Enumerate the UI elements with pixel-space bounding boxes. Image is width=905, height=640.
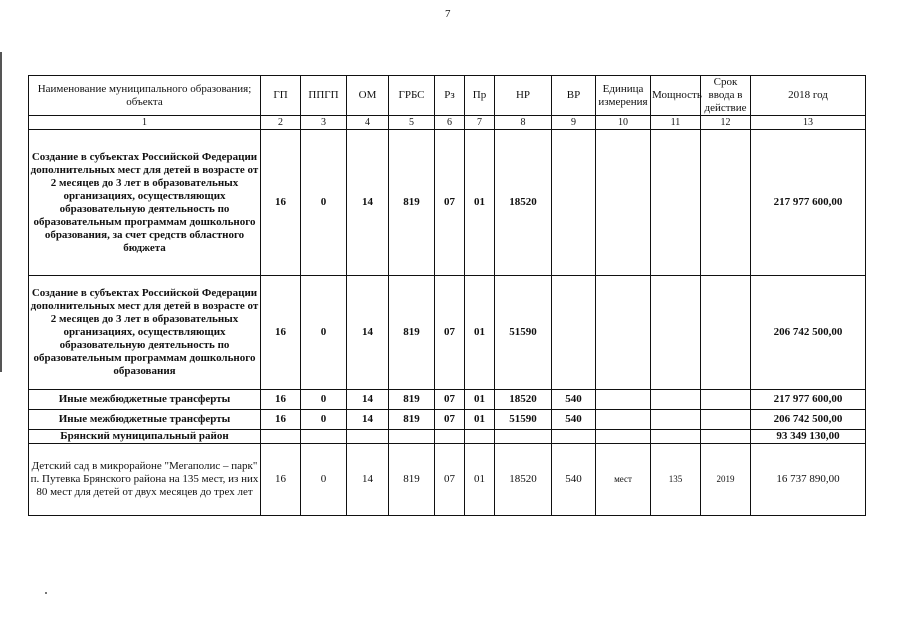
row-name: Иные межбюджетные трансферты xyxy=(29,410,261,430)
cell-capacity xyxy=(651,410,701,430)
cell-term: 2019 xyxy=(701,444,751,516)
cell-unit xyxy=(596,130,651,276)
page-number: 7 xyxy=(445,8,451,20)
header-om: ОМ xyxy=(347,76,389,116)
cell-nr: 18520 xyxy=(495,130,552,276)
cell-term xyxy=(701,410,751,430)
column-number: 5 xyxy=(389,116,435,130)
cell-om: 14 xyxy=(347,410,389,430)
cell-grbs: 819 xyxy=(389,130,435,276)
table-header-row xyxy=(29,76,866,116)
table-row xyxy=(29,410,866,430)
cell-vr xyxy=(552,430,596,444)
column-number: 8 xyxy=(495,116,552,130)
column-number: 13 xyxy=(751,116,866,130)
column-number: 12 xyxy=(701,116,751,130)
cell-om: 14 xyxy=(347,444,389,516)
cell-unit xyxy=(596,390,651,410)
cell-grbs: 819 xyxy=(389,390,435,410)
cell-ppgp: 0 xyxy=(301,130,347,276)
cell-vr: 540 xyxy=(552,390,596,410)
table-row xyxy=(29,444,866,516)
cell-pr: 01 xyxy=(465,444,495,516)
district-row xyxy=(29,430,866,444)
cell-capacity xyxy=(651,430,701,444)
column-number: 7 xyxy=(465,116,495,130)
cell-rz: 07 xyxy=(435,276,465,390)
cell-ppgp: 0 xyxy=(301,390,347,410)
header-unit: Единица измерения xyxy=(596,76,651,116)
cell-ppgp: 0 xyxy=(301,410,347,430)
cell-rz: 07 xyxy=(435,390,465,410)
cell-term xyxy=(701,276,751,390)
cell-grbs: 819 xyxy=(389,410,435,430)
district-amount: 93 349 130,00 xyxy=(751,430,866,444)
cell-om: 14 xyxy=(347,130,389,276)
cell-unit xyxy=(596,410,651,430)
cell-grbs xyxy=(389,430,435,444)
cell-amount: 217 977 600,00 xyxy=(751,390,866,410)
cell-amount: 16 737 890,00 xyxy=(751,444,866,516)
header-term: Срок ввода в действие xyxy=(701,76,751,116)
cell-nr: 51590 xyxy=(495,410,552,430)
header-gp: ГП xyxy=(261,76,301,116)
scan-edge-line xyxy=(0,52,2,372)
cell-rz xyxy=(435,430,465,444)
header-vr: ВР xyxy=(552,76,596,116)
header-capacity: Мощность xyxy=(651,76,701,116)
cell-capacity xyxy=(651,130,701,276)
column-number: 9 xyxy=(552,116,596,130)
cell-om xyxy=(347,430,389,444)
cell-om: 14 xyxy=(347,390,389,410)
cell-gp: 16 xyxy=(261,130,301,276)
cell-nr: 51590 xyxy=(495,276,552,390)
cell-unit xyxy=(596,276,651,390)
cell-om: 14 xyxy=(347,276,389,390)
column-number: 6 xyxy=(435,116,465,130)
cell-capacity xyxy=(651,276,701,390)
cell-gp: 16 xyxy=(261,276,301,390)
cell-nr: 18520 xyxy=(495,390,552,410)
row-name: Создание в субъектах Российской Федерации дополнительных мест для детей в возрасте от 2 месяцев до 3 лет в образовательных организациях, осуществляющих образовательную деятельность по образовательным программам дошкольного образования, за счет средств областного бюджета xyxy=(29,130,261,276)
column-number: 3 xyxy=(301,116,347,130)
column-number: 1 xyxy=(29,116,261,130)
table-row xyxy=(29,130,866,276)
column-number-row xyxy=(29,116,866,130)
cell-term xyxy=(701,390,751,410)
cell-pr: 01 xyxy=(465,410,495,430)
cell-capacity xyxy=(651,390,701,410)
cell-gp: 16 xyxy=(261,390,301,410)
row-name: Детский сад в микрорайоне "Мегаполис – парк" п. Путевка Брянского района на 135 мест, из них 80 мест для детей от двух месяцев до трех лет xyxy=(29,444,261,516)
cell-term xyxy=(701,430,751,444)
header-pr: Пр xyxy=(465,76,495,116)
cell-rz: 07 xyxy=(435,444,465,516)
budget-table xyxy=(28,75,866,516)
cell-grbs: 819 xyxy=(389,444,435,516)
cell-amount: 206 742 500,00 xyxy=(751,276,866,390)
cell-amount: 217 977 600,00 xyxy=(751,130,866,276)
header-ppgp: ППГП xyxy=(301,76,347,116)
cell-rz: 07 xyxy=(435,130,465,276)
cell-gp: 16 xyxy=(261,444,301,516)
column-number: 11 xyxy=(651,116,701,130)
cell-unit xyxy=(596,430,651,444)
cell-vr: 540 xyxy=(552,410,596,430)
cell-capacity: 135 xyxy=(651,444,701,516)
row-name: Создание в субъектах Российской Федерации дополнительных мест для детей в возрасте от 2 месяцев до 3 лет в образовательных организациях, осуществляющих образовательную деятельность по образовательным программам дошкольного образования xyxy=(29,276,261,390)
cell-pr: 01 xyxy=(465,276,495,390)
cell-vr xyxy=(552,276,596,390)
cell-ppgp xyxy=(301,430,347,444)
cell-pr xyxy=(465,430,495,444)
column-number: 4 xyxy=(347,116,389,130)
header-year: 2018 год xyxy=(751,76,866,116)
cell-ppgp: 0 xyxy=(301,276,347,390)
column-number: 10 xyxy=(596,116,651,130)
column-number: 2 xyxy=(261,116,301,130)
cell-nr: 18520 xyxy=(495,444,552,516)
cell-gp: 16 xyxy=(261,410,301,430)
cell-nr xyxy=(495,430,552,444)
cell-term xyxy=(701,130,751,276)
cell-pr: 01 xyxy=(465,130,495,276)
cell-unit: мест xyxy=(596,444,651,516)
cell-gp xyxy=(261,430,301,444)
header-grbs: ГРБС xyxy=(389,76,435,116)
cell-rz: 07 xyxy=(435,410,465,430)
header-name: Наименование муниципального образования; объекта xyxy=(29,76,261,116)
scan-speck xyxy=(45,592,47,594)
table-row xyxy=(29,390,866,410)
cell-ppgp: 0 xyxy=(301,444,347,516)
table-row xyxy=(29,276,866,390)
cell-amount: 206 742 500,00 xyxy=(751,410,866,430)
cell-vr xyxy=(552,130,596,276)
header-nr: НР xyxy=(495,76,552,116)
header-rz: Рз xyxy=(435,76,465,116)
row-name: Иные межбюджетные трансферты xyxy=(29,390,261,410)
district-name: Брянский муниципальный район xyxy=(29,430,261,444)
cell-grbs: 819 xyxy=(389,276,435,390)
cell-vr: 540 xyxy=(552,444,596,516)
cell-pr: 01 xyxy=(465,390,495,410)
